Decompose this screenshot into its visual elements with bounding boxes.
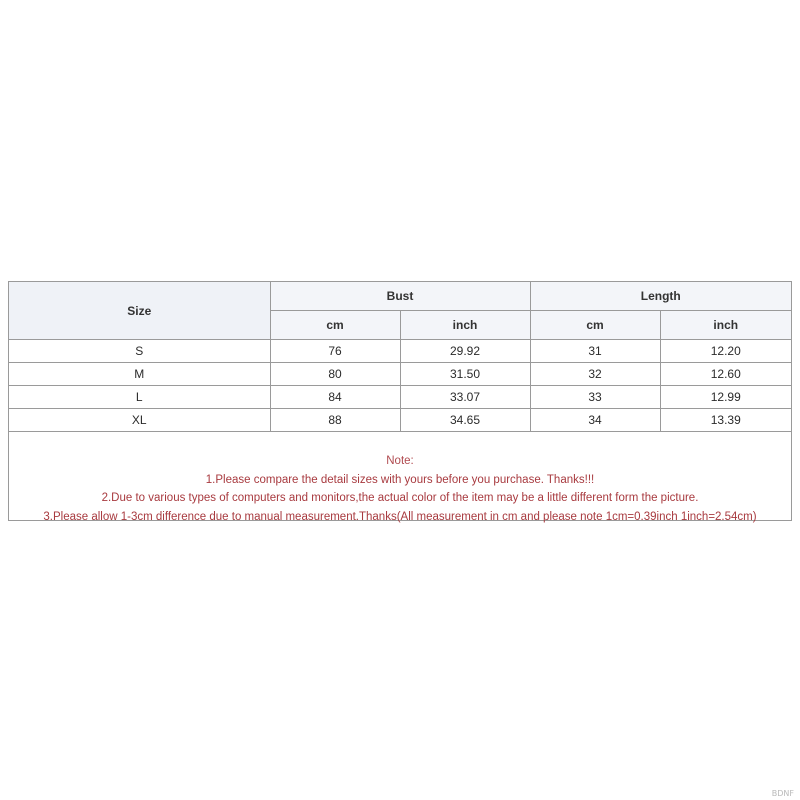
note-line: 3.Please allow 1-3cm difference due to manual measurement.Thanks(All measurement in cm and please note 1cm=0.39inch 1inch=2.54cm) [43, 510, 757, 523]
length-inch-cell: 13.39 [660, 409, 791, 432]
size-cell: XL [9, 409, 270, 432]
length-inch-cell: 12.99 [660, 386, 791, 409]
bust-cm-cell: 76 [270, 340, 400, 363]
note-title: Note: [386, 455, 414, 467]
table-row [9, 340, 791, 363]
length-column-header: Length [530, 282, 791, 311]
bust-cm-cell: 84 [270, 386, 400, 409]
length-inch-header: inch [660, 311, 791, 340]
table-row [9, 409, 791, 432]
size-cell: S [9, 340, 270, 363]
bust-column-header: Bust [270, 282, 530, 311]
length-cm-cell: 33 [530, 386, 660, 409]
length-inch-cell: 12.20 [660, 340, 791, 363]
size-cell: M [9, 363, 270, 386]
size-chart [8, 281, 792, 521]
size-cell: L [9, 386, 270, 409]
bust-cm-cell: 88 [270, 409, 400, 432]
length-cm-cell: 32 [530, 363, 660, 386]
table-row [9, 363, 791, 386]
bust-inch-cell: 34.65 [400, 409, 530, 432]
notes-section [9, 432, 791, 526]
note-line: 1.Please compare the detail sizes with yours before you purchase. Thanks!!! [205, 473, 595, 486]
size-table [9, 282, 791, 432]
bust-cm-header: cm [270, 311, 400, 340]
bust-inch-header: inch [400, 311, 530, 340]
size-column-header: Size [9, 282, 270, 340]
bust-inch-cell: 29.92 [400, 340, 530, 363]
length-cm-cell: 34 [530, 409, 660, 432]
bust-inch-cell: 33.07 [400, 386, 530, 409]
note-line: 2.Due to various types of computers and monitors,the actual color of the item may be a little different form the picture. [101, 492, 699, 504]
bust-cm-cell: 80 [270, 363, 400, 386]
bust-inch-cell: 31.50 [400, 363, 530, 386]
length-inch-cell: 12.60 [660, 363, 791, 386]
length-cm-header: cm [530, 311, 660, 340]
length-cm-cell: 31 [530, 340, 660, 363]
table-row [9, 386, 791, 409]
watermark: BDNF [771, 789, 794, 798]
